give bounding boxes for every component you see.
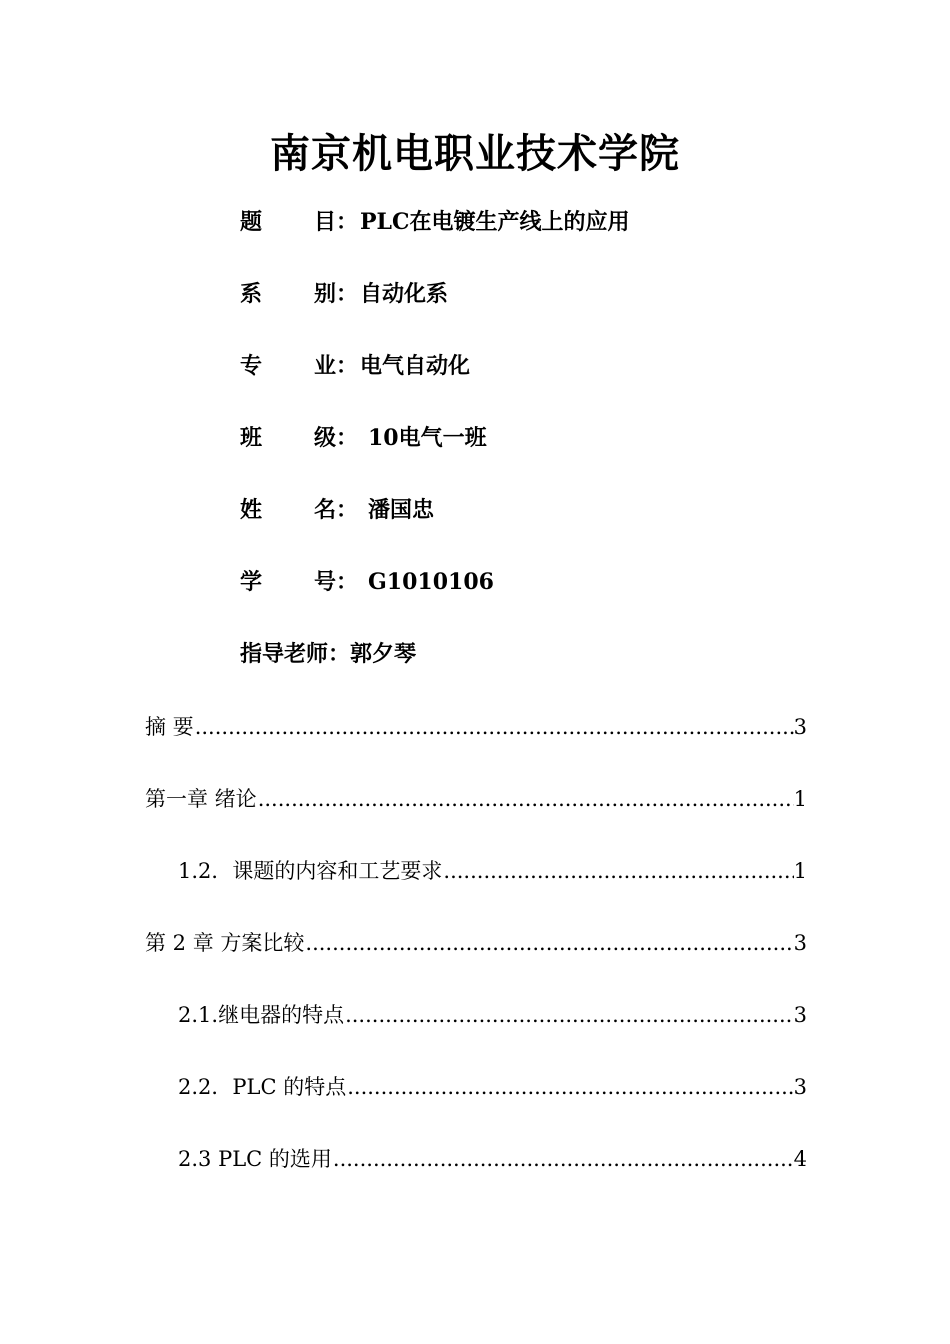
toc-entry-title: 第 2 章 方案比较 [145, 931, 305, 955]
label-char: 题 [240, 209, 263, 235]
label-colon: ： [336, 353, 359, 379]
info-value-name: 潘国忠 [368, 497, 435, 523]
info-row-name [240, 488, 800, 560]
toc-leader-dots [257, 777, 794, 821]
toc-entry[interactable] [145, 1137, 807, 1209]
toc-entry[interactable] [145, 849, 807, 921]
label-char: 名 [313, 497, 336, 523]
label-colon: ： [336, 569, 359, 595]
label-char: 目 [313, 209, 336, 235]
toc-page-number: 4 [793, 1147, 807, 1171]
school-title: 南京机电职业技术学院 [270, 130, 680, 177]
toc-leader-dots [346, 1065, 793, 1109]
info-value-topic: PLC在电镀生产线上的应用 [360, 209, 630, 235]
info-value-department: 自动化系 [360, 281, 449, 307]
toc-entry-title: 2.2．PLC 的特点 [178, 1075, 347, 1099]
info-row-advisor [240, 632, 800, 704]
toc-leader-dots [442, 849, 793, 893]
toc-page-number: 1 [793, 787, 807, 811]
toc-leader-dots [344, 993, 794, 1037]
label-char: 级 [313, 425, 336, 451]
info-value-student-id: G1010106 [368, 569, 494, 595]
info-label-topic [240, 200, 336, 244]
info-value-major: 电气自动化 [360, 353, 471, 379]
toc-page-number: 1 [793, 859, 807, 883]
label-char: 别 [313, 281, 336, 307]
info-label-class [240, 416, 336, 460]
toc-entry[interactable] [145, 921, 807, 993]
toc-entry-title: 2.3 PLC 的选用 [178, 1147, 332, 1171]
toc-entry[interactable] [145, 1065, 807, 1137]
info-value-class: 10电气一班 [368, 425, 487, 451]
toc-page-number: 3 [793, 715, 807, 739]
info-label-department [240, 272, 336, 316]
toc-entry-title: 摘 要 [145, 715, 194, 739]
info-row-department [240, 272, 800, 344]
toc-page-number: 3 [793, 1003, 807, 1027]
toc-entry-title: 2.1.继电器的特点 [178, 1003, 345, 1027]
toc-entry-title: 1.2．课题的内容和工艺要求 [178, 859, 443, 883]
info-label-name [240, 488, 336, 532]
toc-leader-dots [304, 921, 793, 965]
info-value-advisor: 郭夕琴 [350, 641, 417, 667]
toc-entry[interactable] [145, 777, 807, 849]
info-label-advisor: 指导老师 [240, 641, 329, 667]
info-row-major [240, 344, 800, 416]
toc-leader-dots [332, 1137, 794, 1181]
label-colon: ： [328, 641, 351, 667]
info-row-class [240, 416, 800, 488]
toc-entry-title: 第一章 绪论 [145, 787, 257, 811]
info-label-student-id [240, 560, 336, 604]
toc-page-number: 3 [793, 931, 807, 955]
label-char: 专 [240, 353, 263, 379]
label-char: 系 [240, 281, 263, 307]
cover-info-list [240, 200, 800, 704]
label-char: 业 [313, 353, 336, 379]
label-char: 班 [240, 425, 263, 451]
label-char: 学 [240, 569, 263, 595]
toc-entry[interactable] [145, 705, 807, 777]
info-row-student-id [240, 560, 800, 632]
label-colon: ： [336, 497, 359, 523]
table-of-contents [145, 705, 807, 1209]
toc-page-number: 3 [793, 1075, 807, 1099]
label-char: 号 [313, 569, 336, 595]
label-char: 姓 [240, 497, 263, 523]
label-colon: ： [336, 209, 359, 235]
info-label-major [240, 344, 336, 388]
toc-leader-dots [194, 705, 794, 749]
info-row-topic [240, 200, 800, 272]
label-colon: ： [336, 425, 359, 451]
label-colon: ： [336, 281, 359, 307]
toc-entry[interactable] [145, 993, 807, 1065]
